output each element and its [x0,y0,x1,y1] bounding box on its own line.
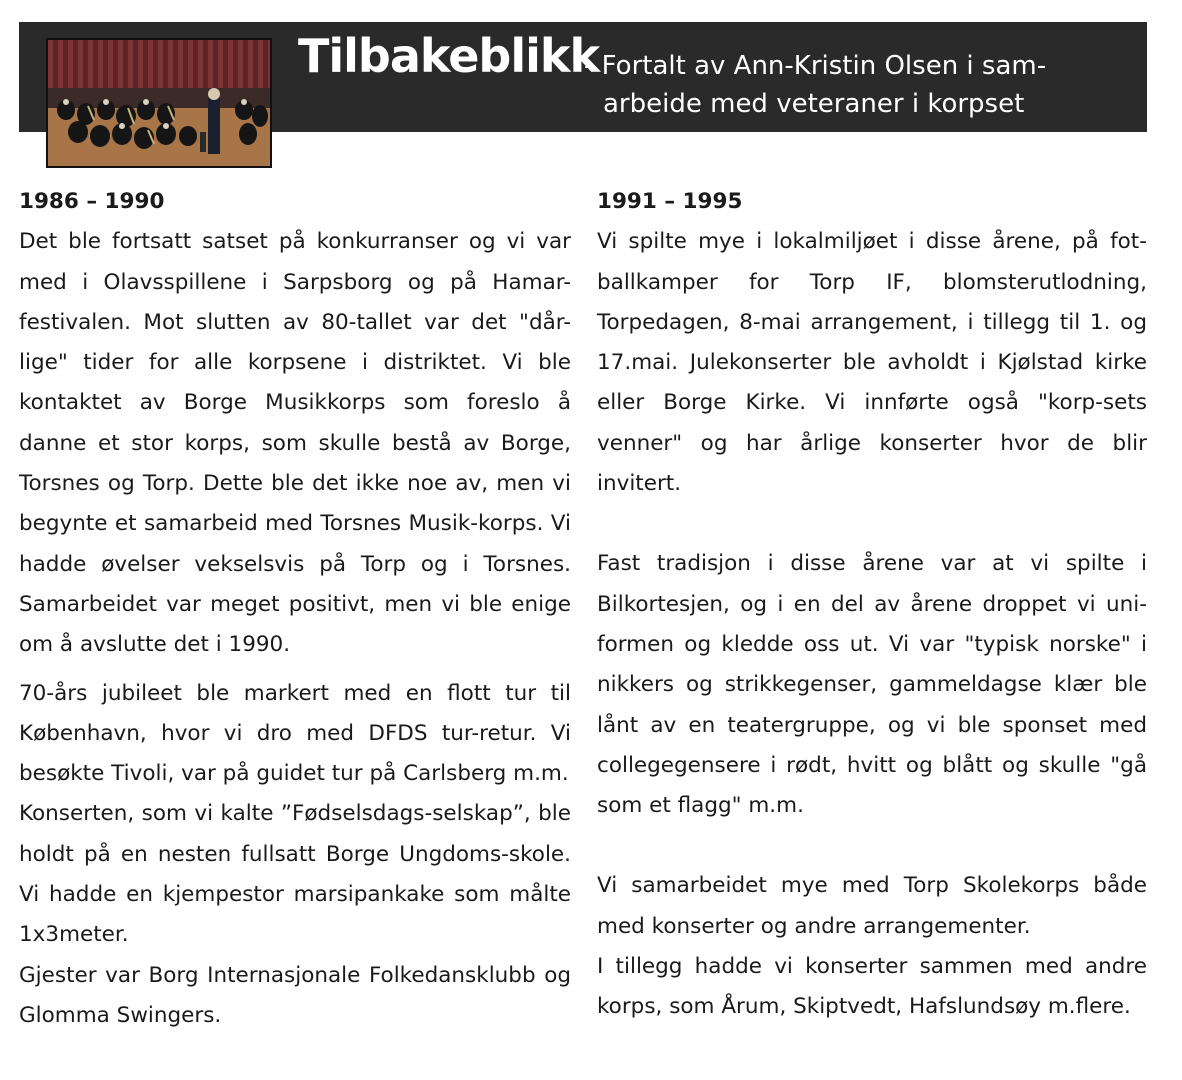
paragraph: Det ble fortsatt satset på konkurranser og vi var med i Olavsspillene i Sarpsborg og på Hamar-festivalen. Mot slutten av 80-tallet var det "dår-lige" tider for alle korpsene i distriktet. Vi ble kontaktet av Borge Musikkorps som foreslo å danne et stor korps, som skulle bestå av Borge, Torsnes og Torp. Dette ble det ikke noe av, men vi begynte et samarbeid med Torsnes Musik-korps. Vi hadde øvelser vekselsvis på Torp og i Torsnes. Samarbeidet var meget positivt, men vi ble enige om å avslutte det i 1990. [19,229,571,658]
paragraph: Vi samarbeidet mye med Torp Skolekorps både med konserter og andre arrangementer. [597,873,1147,939]
period-heading-1986-1990: 1986 – 1990 [19,189,165,214]
subtitle-line-2: arbeide med veteraner i korpset [603,89,1025,119]
left-column [19,182,571,1036]
page-subtitle [584,47,1046,123]
period-heading-1991-1995: 1991 – 1995 [597,189,743,214]
paragraph: Fast tradisjon i disse årene var at vi spilte i Bilkortesjen, og i en del av årene droppet vi uni-formen og kledde oss ut. Vi var "typisk norske" i nikkers og strikkegenser, gammeldagse klær ble lånt av en teatergruppe, og vi ble sponset med collegegensere i rødt, hvitt og blått og skulle "gå som et flagg" m.m. [597,551,1147,819]
paragraph: I tillegg hadde vi konserter sammen med andre korps, som Årum, Skiptvedt, Hafslundsøy m.flere. [597,954,1147,1020]
paragraph: 70-års jubileet ble markert med en flott tur til København, hvor vi dro med DFDS tur-retur. Vi besøkte Tivoli, var på guidet tur på Carlsberg m.m. [19,680,571,787]
band-rehearsal-photo [46,38,272,168]
page-title: Tilbakeblikk [298,29,600,83]
right-column [597,182,1147,1028]
paragraph: Konserten, som vi kalte ”Fødselsdags-selskap”, ble holdt på en nesten fullsatt Borge Ungdoms-skole. Vi hadde en kjempestor marsipankake som målte 1x3meter. [19,801,571,948]
band-photo-illustration [48,40,270,166]
paragraph: Vi spilte mye i lokalmiljøet i disse årene, på fot-ballkamper for Torp IF, blomsterutlodning, Torpedagen, 8-mai arrangement, i tillegg til 1. og 17.mai. Julekonserter ble avholdt i Kjølstad kirke eller Borge Kirke. Vi innførte også "korp-sets venner" og har årlige konserter hvor de blir invitert. [597,229,1147,497]
subtitle-line-1: - Fortalt av Ann-Kristin Olsen i sam- [584,51,1047,81]
paragraph: Gjester var Borg Internasjonale Folkedansklubb og Glomma Swingers. [19,962,571,1028]
